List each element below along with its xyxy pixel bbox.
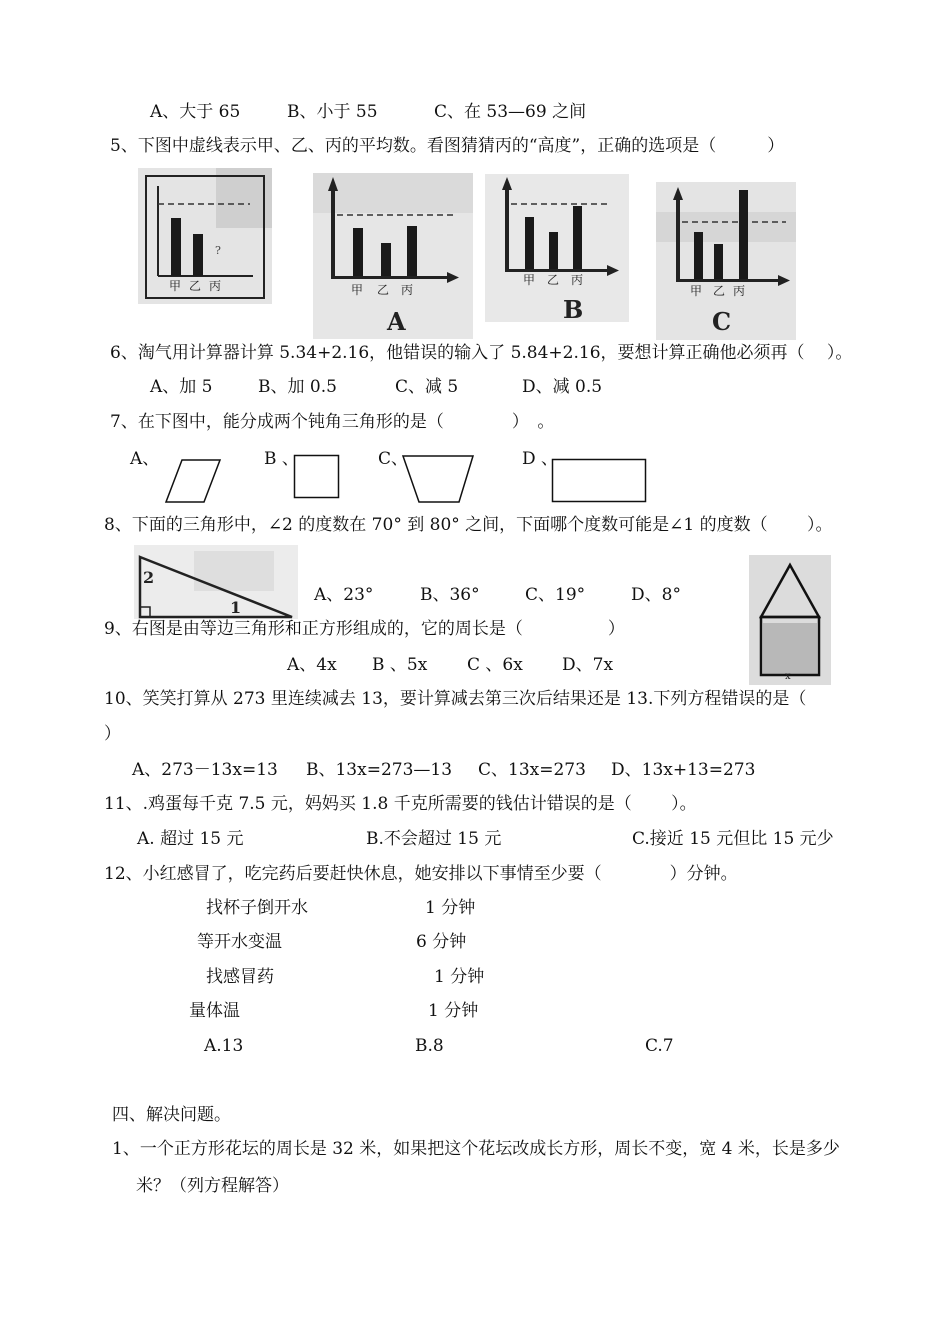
q8-angle-1-label: 1 (230, 598, 242, 617)
q12-task-4-time: 1 分钟 (428, 1001, 479, 1021)
q11-stem: 11、.鸡蛋每千克 7.5 元，妈妈买 1.8 千克所需要的钱估计错误的是（ ）。 (104, 794, 697, 814)
q6-option-b: B、加 0.5 (258, 377, 337, 397)
q10-option-c: C、13x=273 (478, 760, 586, 780)
q11-option-c: C.接近 15 元但比 15 元少 (632, 829, 834, 849)
q9-option-d: D、7x (562, 655, 614, 675)
section4-title: 四、解决问题。 (112, 1105, 231, 1125)
q5-option-c-letter: C (712, 307, 732, 336)
q12-option-b: B.8 (415, 1036, 444, 1056)
q8-angle-2-label: 2 (143, 568, 155, 587)
q5-a-axis-label-jia: 甲 (351, 283, 364, 297)
q12-option-a: A.13 (204, 1036, 244, 1056)
q9-option-a: A、4x (287, 655, 337, 675)
q8-stem: 8、下面的三角形中，∠2 的度数在 70° 到 80° 之间，下面哪个度数可能是∠1 的度数（ ）。 (104, 515, 833, 535)
q12-task-3-time: 1 分钟 (434, 967, 485, 987)
q8-triangle-photo (134, 545, 298, 619)
q7-stem: 7、在下图中，能分成两个钝角三角形的是（ ） 。 (110, 412, 555, 432)
q9-figure-side-label: x (785, 671, 791, 682)
q12-task-1-time: 1 分钟 (425, 898, 476, 918)
q12-task-2-name: 等开水变温 (197, 932, 282, 952)
q5-axis-label-jia: 甲 (169, 279, 182, 293)
q12-task-3-name: 找感冒药 (206, 967, 274, 987)
q5-c-axis-label-bing: 丙 (733, 284, 746, 298)
q5-b-axis-label-jia: 甲 (523, 273, 536, 287)
q9-option-b: B 、5x (372, 655, 428, 675)
q5-option-a-chart (313, 173, 473, 339)
q7-square-shape (293, 454, 341, 500)
q8-option-b: B、36° (420, 585, 480, 605)
q5-option-b-chart (485, 174, 629, 322)
q8-option-c: C、19° (525, 585, 586, 605)
q9-stem: 9、右图是由等边三角形和正方形组成的，它的周长是（ ） (104, 619, 625, 639)
q5-b-axis-label-yi: 乙 (547, 273, 560, 287)
q6-stem: 6、淘气用计算器计算 5.34+2.16，他错误的输入了 5.84+2.16，要想计算正确他必须再（ ）。 (110, 343, 853, 363)
q5-question-chart (138, 168, 272, 304)
q10-stem-line2: ） (104, 724, 121, 744)
q12-stem: 12、小红感冒了，吃完药后要赶快休息，她安排以下事情至少要（ ）分钟。 (104, 864, 738, 884)
q7-option-d: D 、 (522, 449, 559, 469)
q5-option-a-letter: A (387, 307, 406, 336)
q5-axis-label-yi: 乙 (189, 279, 202, 293)
section4-problem1-line1: 1、一个正方形花坛的周长是 32 米，如果把这个花坛改成长方形，周长不变，宽 4 米，长是多少 (112, 1139, 840, 1159)
q10-stem-line1: 10、笑笑打算从 273 里连续减去 13，要计算减去第三次后结果还是 13.下列方程错误的是（ (104, 689, 807, 709)
q5-c-axis-label-jia: 甲 (690, 284, 703, 298)
q10-option-b: B、13x=273—13 (306, 760, 453, 780)
q6-option-a: A、加 5 (150, 377, 213, 397)
q5-option-c-chart (656, 182, 796, 340)
q7-option-c: C、 (378, 449, 409, 469)
q7-trapezoid-shape (401, 454, 475, 504)
q5-stem: 5、下图中虚线表示甲、乙、丙的平均数。看图猜猜丙的“高度”，正确的选项是（ ） (110, 136, 785, 156)
q10-option-d: D、13x+13=273 (611, 760, 756, 780)
q5-question-mark: ? (215, 244, 221, 257)
q8-option-a: A、23° (314, 585, 374, 605)
q11-option-b: B.不会超过 15 元 (366, 829, 502, 849)
q12-task-4-name: 量体温 (189, 1001, 240, 1021)
q5-option-b-letter: B (563, 295, 584, 322)
q6-option-d: D、减 0.5 (522, 377, 603, 397)
q12-option-c: C.7 (645, 1036, 674, 1056)
q7-parallelogram-shape (164, 458, 222, 504)
q12-task-2-time: 6 分钟 (416, 932, 467, 952)
q9-house-figure (749, 555, 831, 685)
q7-rectangle-shape (551, 458, 648, 504)
q5-axis-label-bing: 丙 (209, 279, 222, 293)
q6-option-c: C、减 5 (395, 377, 459, 397)
q5-b-axis-label-bing: 丙 (571, 273, 584, 287)
q4-option-c: C、在 53—69 之间 (434, 102, 587, 122)
q9-option-c: C 、6x (467, 655, 523, 675)
q5-a-axis-label-bing: 丙 (401, 283, 414, 297)
q4-option-b: B、小于 55 (287, 102, 378, 122)
section4-problem1-line2: 米？（列方程解答） (136, 1176, 289, 1196)
q5-a-axis-label-yi: 乙 (377, 283, 390, 297)
q8-option-d: D、8° (631, 585, 681, 605)
q4-option-a: A、大于 65 (150, 102, 241, 122)
q5-c-axis-label-yi: 乙 (713, 284, 726, 298)
q7-option-b: B 、 (264, 449, 299, 469)
q7-option-a: A、 (130, 449, 160, 469)
q12-task-1-name: 找杯子倒开水 (206, 898, 308, 918)
q10-option-a: A、273－13x=13 (132, 760, 278, 780)
q11-option-a: A. 超过 15 元 (137, 829, 244, 849)
